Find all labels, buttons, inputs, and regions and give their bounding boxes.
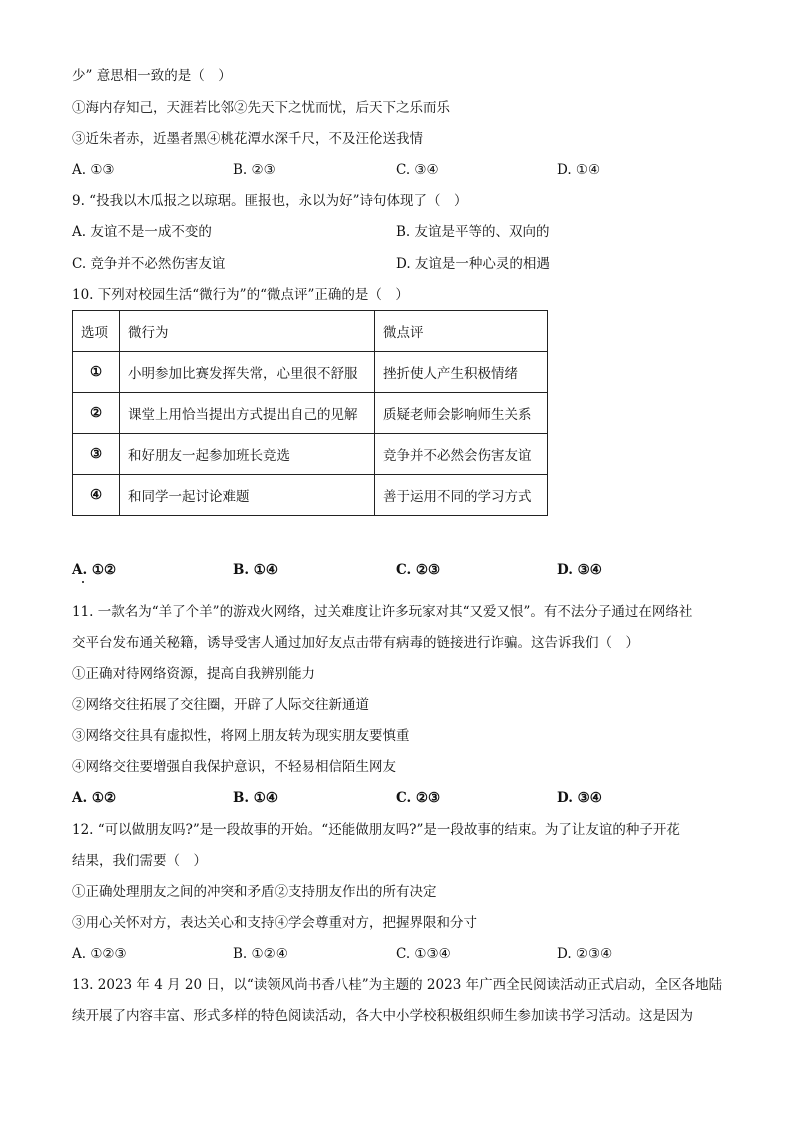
table-row (73, 352, 548, 393)
q10-table (72, 310, 548, 516)
q11-option-c: C. ②③ (396, 790, 441, 806)
q10-stem: 10. 下列对校园生活“微行为”的“微点评”正确的是（ ） (72, 287, 409, 303)
table-cell: 竞争并不必然会伤害友谊 (375, 434, 548, 475)
q9-option-d: D. 友谊是一种心灵的相遇 (396, 256, 550, 272)
q12-option-d: D. ②③④ (557, 946, 613, 962)
q11-option-d: D. ③④ (557, 790, 602, 806)
q12-option-a: A. ①②③ (72, 946, 127, 962)
table-cell: ④ (73, 475, 120, 516)
stray-dot (82, 581, 84, 583)
q11-stem-1: 11. 一款名为“羊了个羊”的游戏火网络，过关难度让许多玩家对其“又爱又恨”。有不法分子通过在网络社 (72, 604, 693, 620)
q11-option-a: A. ①② (72, 790, 117, 806)
q8-stem: 少” 意思相一致的是（ ） (72, 68, 232, 84)
q12-line-2: ③用心关怀对方，表达关心和支持④学会尊重对方，把握界限和分寸 (72, 915, 477, 931)
table-cell: 质疑老师会影响师生关系 (375, 393, 548, 434)
q13-stem-2: 续开展了内容丰富、形式多样的特色阅读活动，各大中小学校积极组织师生参加读书学习活动。这是因为 (72, 1008, 693, 1024)
table-header-row (73, 311, 548, 352)
q12-option-b: B. ①②④ (233, 946, 288, 962)
q12-line-1: ①正确处理朋友之间的冲突和矛盾②支持朋友作出的所有决定 (72, 884, 437, 900)
table-row (73, 393, 548, 434)
q11-item-2: ②网络交往拓展了交往圈，开辟了人际交往新通道 (72, 697, 369, 713)
q11-item-3: ③网络交往具有虚拟性，将网上朋友转为现实朋友要慎重 (72, 728, 410, 744)
q10-option-c: C. ②③ (396, 562, 441, 578)
q9-option-c: C. 竞争并不必然伤害友谊 (72, 256, 226, 272)
table-cell: ③ (73, 434, 120, 475)
q10-option-d: D. ③④ (557, 562, 602, 578)
table-cell: ① (73, 352, 120, 393)
q12-option-c: C. ①③④ (396, 946, 451, 962)
q8-option-c: C. ③④ (396, 162, 439, 178)
table-header-cell: 微点评 (375, 311, 548, 352)
q8-option-a: A. ①③ (72, 162, 115, 178)
q9-option-b: B. 友谊是平等的、双向的 (396, 224, 550, 240)
q8-line-1: ①海内存知己，天涯若比邻②先天下之忧而忧，后天下之乐而乐 (72, 100, 450, 116)
q8-option-d: D. ①④ (557, 162, 601, 178)
q8-line-2: ③近朱者赤，近墨者黑④桃花潭水深千尺，不及汪伦送我情 (72, 131, 423, 147)
q12-stem-1: 12. “可以做朋友吗?”是一段故事的开始。“还能做朋友吗?”是一段故事的结束。为了让友谊的种子开花 (72, 822, 680, 838)
q11-item-4: ④网络交往要增强自我保护意识，不轻易相信陌生网友 (72, 759, 396, 775)
q11-stem-2: 交平台发布通关秘籍，诱导受害人通过加好友点击带有病毒的链接进行诈骗。这告诉我们（ ） (72, 635, 639, 651)
table-cell: ② (73, 393, 120, 434)
table-cell: 挫折使人产生积极情绪 (375, 352, 548, 393)
q11-item-1: ①正确对待网络资源，提高自我辨别能力 (72, 666, 315, 682)
q13-stem-1: 13. 2023 年 4 月 20 日，以“读领风尚书香八桂”为主题的 2023 年广西全民阅读活动正式启动，全区各地陆 (72, 977, 723, 993)
table-cell: 善于运用不同的学习方式 (375, 475, 548, 516)
q9-stem: 9. “投我以木瓜报之以琼琚。匪报也，永以为好”诗句体现了（ ） (72, 193, 468, 209)
q10-option-b: B. ①④ (233, 562, 279, 578)
q8-option-b: B. ②③ (233, 162, 276, 178)
q9-option-a: A. 友谊不是一成不变的 (72, 224, 212, 240)
q11-option-b: B. ①④ (233, 790, 279, 806)
table-cell: 和好朋友一起参加班长竞选 (120, 434, 375, 475)
table-row (73, 475, 548, 516)
table-row (73, 434, 548, 475)
table-cell: 和同学一起讨论难题 (120, 475, 375, 516)
q12-stem-2: 结果，我们需要（ ） (72, 853, 207, 869)
q10-option-a: A. ①② (72, 562, 117, 578)
table-header-cell: 微行为 (120, 311, 375, 352)
table-header-cell: 选项 (73, 311, 120, 352)
table-cell: 小明参加比赛发挥失常，心里很不舒服 (120, 352, 375, 393)
table-cell: 课堂上用恰当提出方式提出自己的见解 (120, 393, 375, 434)
